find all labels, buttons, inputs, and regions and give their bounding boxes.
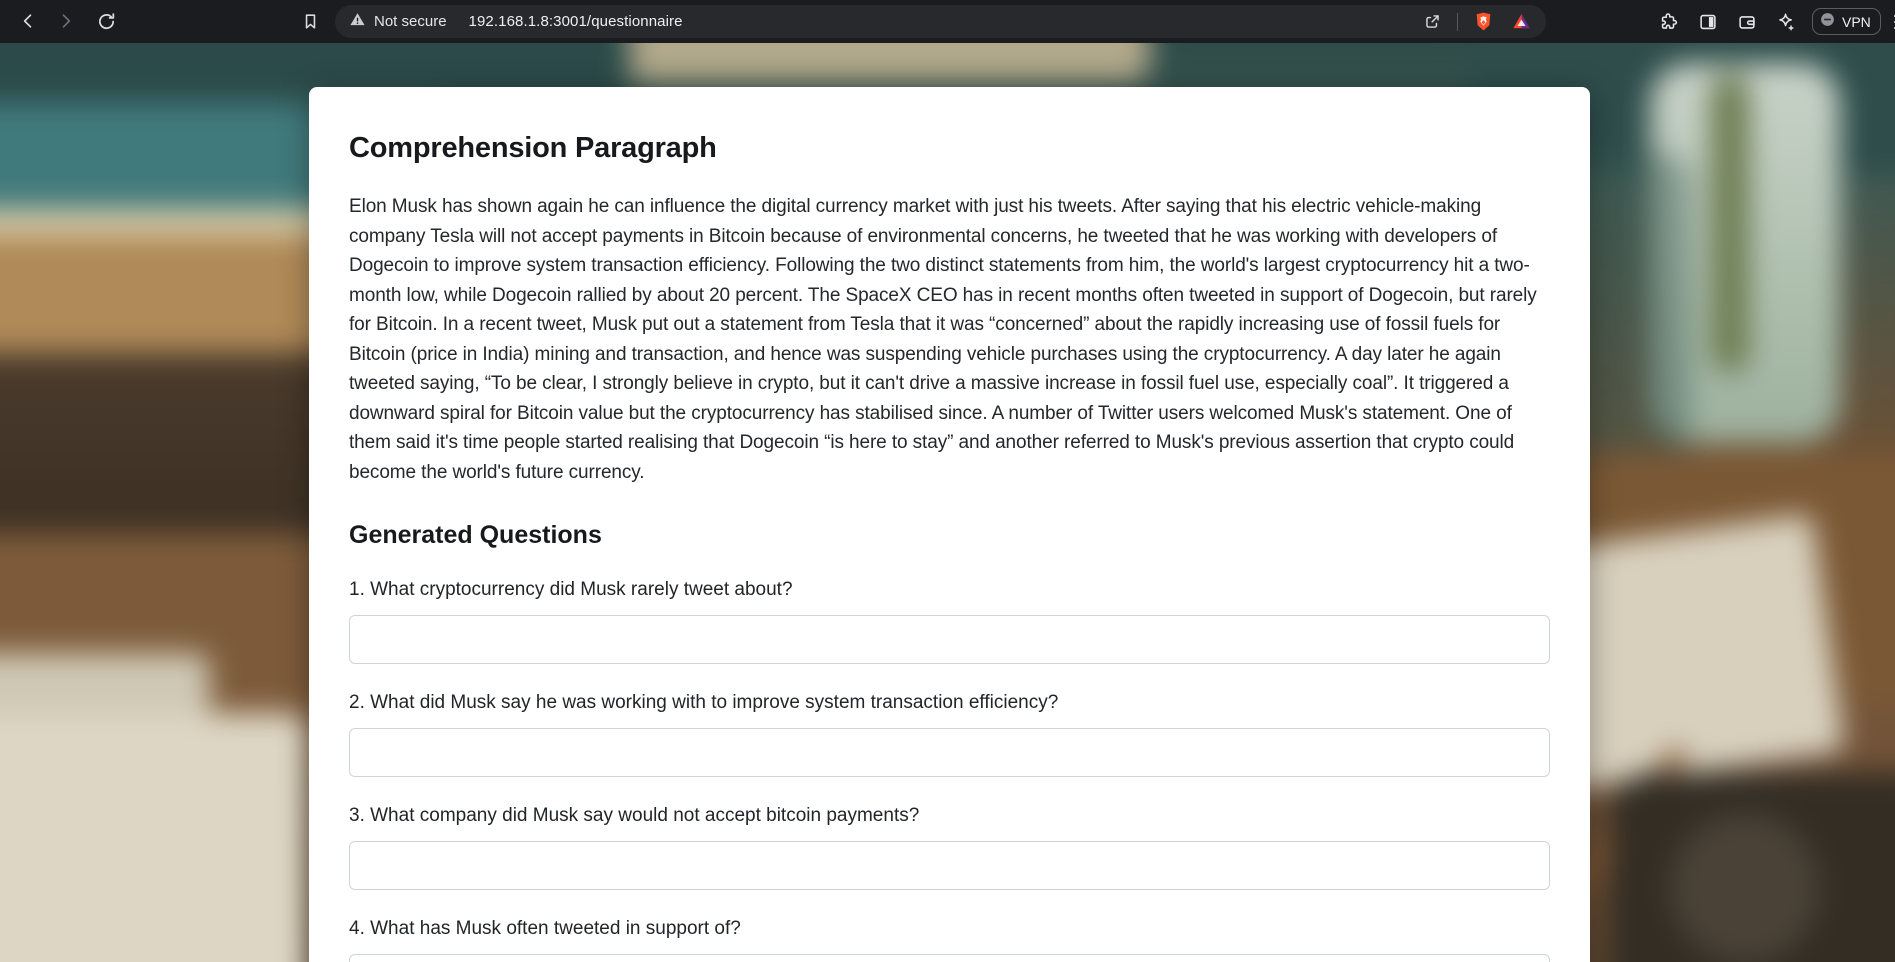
page-title: Comprehension Paragraph (349, 132, 717, 164)
site-security-chip[interactable] (349, 11, 447, 33)
address-bar[interactable] (335, 5, 1546, 38)
vpn-button[interactable] (1812, 8, 1881, 35)
vpn-label: VPN (1842, 13, 1871, 30)
sidebar-panel-icon[interactable] (1695, 9, 1721, 35)
question-block-3 (349, 804, 1550, 890)
question-block-4 (349, 917, 1550, 962)
back-button[interactable] (10, 3, 46, 39)
brave-shield-icon[interactable] (1470, 9, 1496, 35)
share-icon[interactable] (1419, 9, 1445, 35)
questionnaire-card (309, 87, 1590, 962)
question-2-label: 2. What did Musk say he was working with to improve system transaction efficiency? (349, 692, 1059, 713)
address-bar-separator (1457, 13, 1458, 31)
reload-button[interactable] (88, 3, 124, 39)
leo-ai-sparkle-icon[interactable] (1773, 9, 1799, 35)
extensions-puzzle-icon[interactable] (1656, 9, 1682, 35)
warning-triangle-icon (349, 11, 366, 33)
question-4-label: 4. What has Musk often tweeted in support of? (349, 918, 741, 939)
bookmark-button[interactable] (292, 3, 328, 39)
url-text[interactable]: 192.168.1.8:3001/questionnaire (468, 13, 683, 30)
reload-icon (96, 11, 117, 32)
forward-icon (56, 11, 76, 31)
browser-toolbar (0, 0, 1895, 43)
question-4-answer-input[interactable] (349, 954, 1550, 962)
question-2-answer-input[interactable] (349, 728, 1550, 777)
question-1-answer-input[interactable] (349, 615, 1550, 664)
comprehension-paragraph: Elon Musk has shown again he can influence the digital currency market with just his tweets. After saying that his electric vehicle-making company Tesla will not accept payments in Bitcoin because of environmental concerns, he tweeted that he was working with developers of Dogecoin to improve system transaction efficiency. Following the two distinct statements from him, the world's largest cryptocurrency hit a two-month low, while Dogecoin rallied by about 20 percent. The SpaceX CEO has in recent months often tweeted in support of Dogecoin, but rarely for Bitcoin. In a recent tweet, Musk put out a statement from Tesla that it was “concerned” about the rapidly increasing use of fossil fuels for Bitcoin (price in India) mining and transaction, and hence was suspending vehicle purchases using the cryptocurrency. A day later he again tweeted saying, “To be clear, I strongly believe in crypto, but it can't drive a massive increase in fossil fuel use, especially coal”. It triggered a downward spiral for Bitcoin value but the cryptocurrency has stabilised since. A number of Twitter users welcomed Musk's statement. One of them said it's time people started realising that Dogecoin “is here to stay” and another referred to Musk's previous assertion that crypto could become the world's future currency. (349, 196, 1537, 483)
toolbar-right-icons (1656, 0, 1895, 43)
brave-rewards-bat-icon[interactable] (1508, 9, 1534, 35)
security-label: Not secure (374, 13, 447, 30)
questions-heading: Generated Questions (349, 521, 602, 549)
vpn-status-icon (1819, 11, 1836, 33)
wallet-icon[interactable] (1734, 9, 1760, 35)
browser-viewport (0, 43, 1895, 962)
question-3-answer-input[interactable] (349, 841, 1550, 890)
forward-button[interactable] (48, 3, 84, 39)
question-1-label: 1. What cryptocurrency did Musk rarely tweet about? (349, 579, 793, 600)
back-icon (18, 11, 38, 31)
question-3-label: 3. What company did Musk say would not accept bitcoin payments? (349, 805, 920, 826)
question-block-2 (349, 691, 1550, 777)
bookmark-icon (301, 12, 320, 31)
question-block-1 (349, 578, 1550, 664)
